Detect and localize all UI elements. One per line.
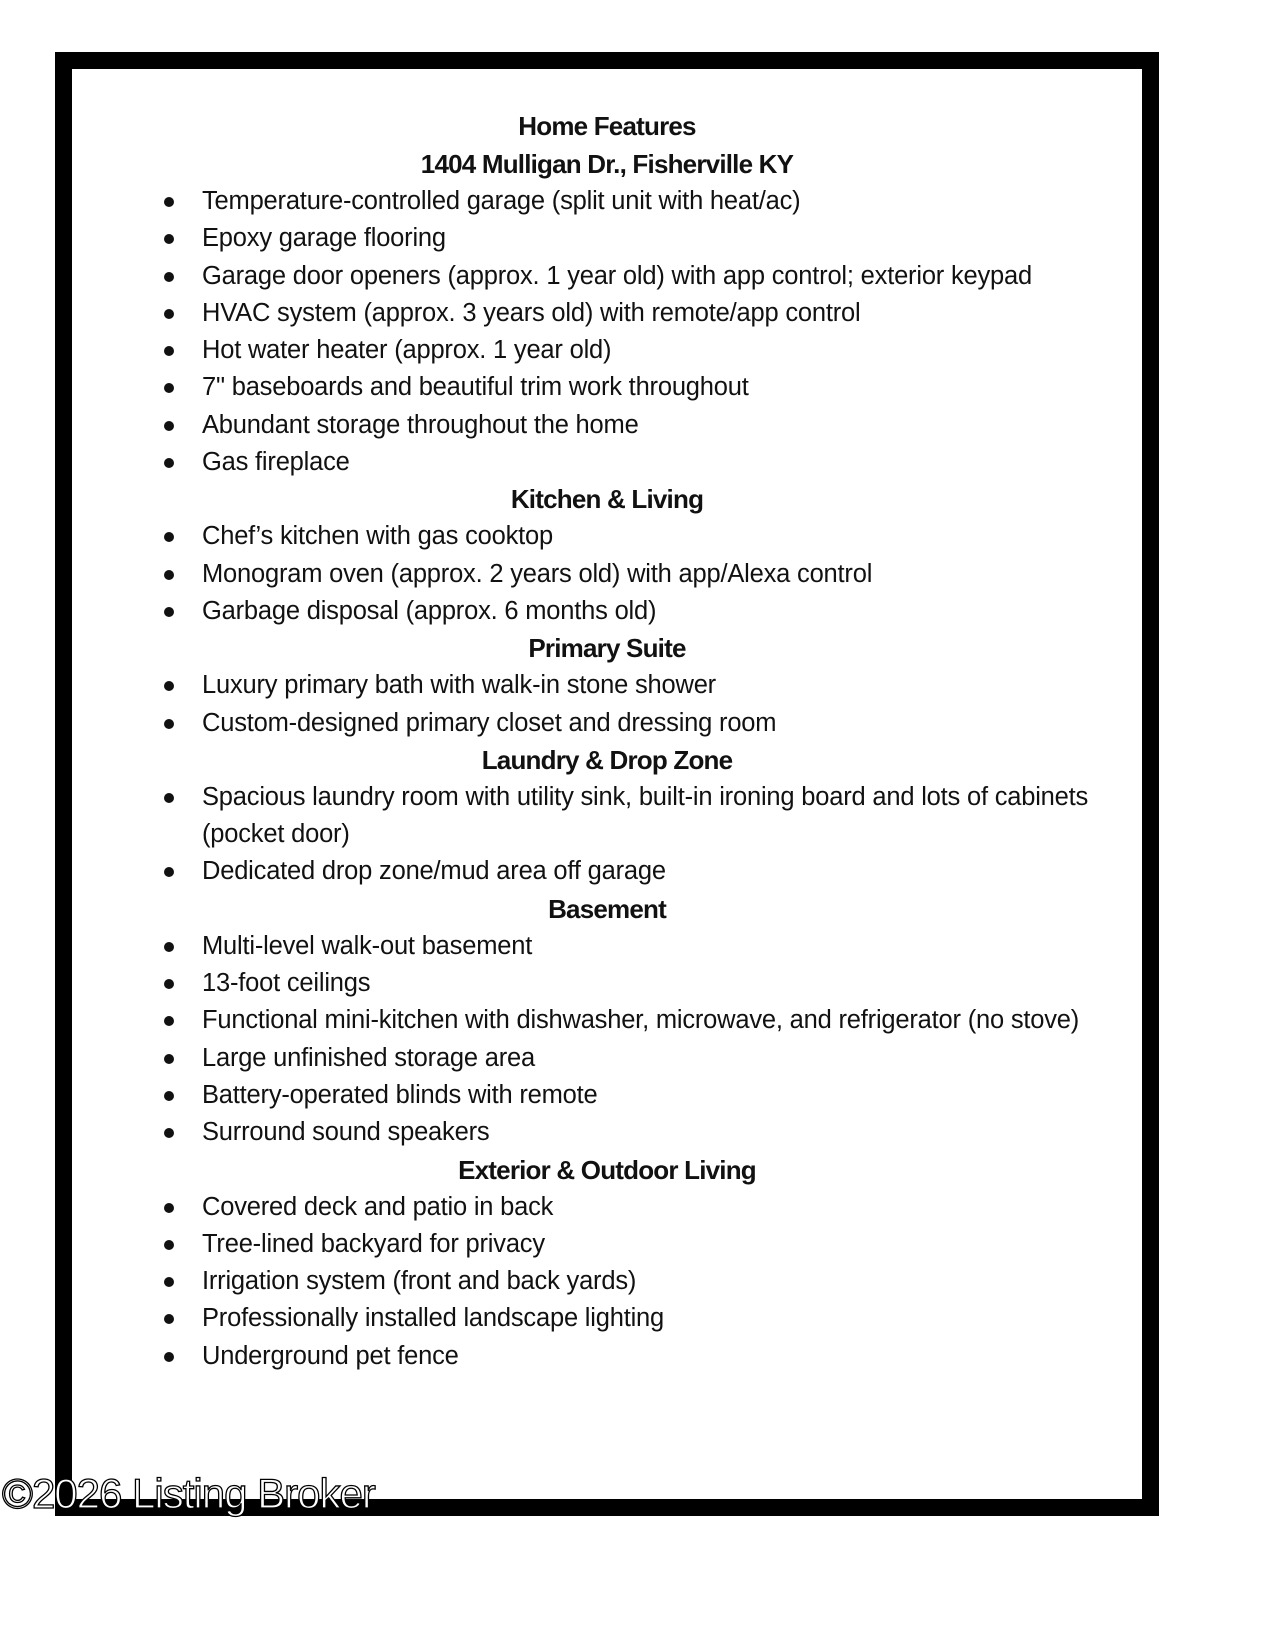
feature-text: Irrigation system (front and back yards)	[202, 1267, 637, 1296]
sections-container	[72, 183, 1142, 1375]
feature-text: Large unfinished storage area	[202, 1043, 536, 1072]
feature-text: Monogram oven (approx. 2 years old) with app/Alexa control	[202, 559, 873, 588]
bullet-icon	[164, 793, 174, 803]
feature-text: Gas fireplace	[202, 448, 350, 477]
feature-text: Epoxy garage flooring	[202, 224, 446, 253]
bullet-icon	[164, 1128, 174, 1138]
section-heading: Basement	[548, 893, 666, 924]
feature-list	[72, 183, 1142, 481]
bullet-icon	[164, 532, 174, 542]
feature-item	[164, 593, 1102, 630]
feature-section	[72, 630, 1142, 742]
feature-text: Spacious laundry room with utility sink, built-in ironing board and lots of cabinets (pocket door)	[202, 782, 1089, 849]
feature-text: 7" baseboards and beautiful trim work throughout	[202, 373, 749, 402]
feature-list	[72, 518, 1142, 630]
bullet-icon	[164, 942, 174, 952]
feature-item	[164, 258, 1102, 295]
feature-text: Garbage disposal (approx. 6 months old)	[202, 596, 657, 625]
feature-text: Multi-level walk-out basement	[202, 931, 533, 960]
feature-item	[164, 556, 1102, 593]
bullet-icon	[164, 1203, 174, 1213]
feature-item	[164, 1300, 1102, 1337]
bullet-icon	[164, 719, 174, 729]
bullet-icon	[164, 383, 174, 393]
feature-item	[164, 853, 1102, 890]
bullet-icon	[164, 570, 174, 580]
feature-text: Covered deck and patio in back	[202, 1192, 554, 1221]
section-heading: Laundry & Drop Zone	[481, 744, 733, 775]
bullet-icon	[164, 1016, 174, 1026]
feature-text: Custom-designed primary closet and dressing room	[202, 708, 777, 737]
feature-text: Temperature-controlled garage (split unit with heat/ac)	[202, 187, 801, 215]
copyright-watermark: ©2026 Listing Broker	[2, 1470, 375, 1517]
document-title: Home Features	[518, 111, 696, 141]
feature-section	[72, 1152, 1142, 1375]
bullet-icon	[164, 1054, 174, 1064]
feature-item	[164, 705, 1102, 742]
section-heading: Kitchen & Living	[510, 484, 704, 515]
feature-list	[72, 1189, 1142, 1375]
feature-item	[164, 183, 1102, 220]
feature-text: Professionally installed landscape lighting	[202, 1304, 665, 1333]
feature-item	[164, 1077, 1102, 1114]
feature-text: HVAC system (approx. 3 years old) with remote/app control	[202, 298, 861, 327]
bullet-icon	[164, 1352, 174, 1362]
feature-item	[164, 1226, 1102, 1263]
property-address: 1404 Mulligan Dr., Fisherville KY	[420, 149, 794, 179]
feature-text: Battery-operated blinds with remote	[202, 1080, 598, 1109]
bullet-icon	[164, 346, 174, 356]
feature-item	[164, 1040, 1102, 1077]
feature-item	[164, 1002, 1102, 1039]
feature-item	[164, 1189, 1102, 1226]
feature-text: 13-foot ceilings	[202, 969, 371, 998]
document-content	[72, 107, 1142, 1375]
document-frame	[55, 52, 1159, 1516]
feature-item	[164, 779, 1102, 854]
feature-item	[164, 407, 1102, 444]
section-heading: Primary Suite	[528, 633, 686, 664]
bullet-icon	[164, 1091, 174, 1101]
bullet-icon	[164, 309, 174, 319]
feature-item	[164, 295, 1102, 332]
feature-list	[72, 928, 1142, 1152]
bullet-icon	[164, 979, 174, 989]
feature-item	[164, 1263, 1102, 1300]
bullet-icon	[164, 197, 174, 207]
bullet-icon	[164, 681, 174, 691]
bullet-icon	[164, 1314, 174, 1324]
feature-section	[72, 891, 1142, 1152]
bullet-icon	[164, 607, 174, 617]
bullet-icon	[164, 1277, 174, 1287]
feature-text: Garage door openers (approx. 1 year old) with app control; exterior keypad	[202, 261, 1032, 290]
feature-text: Chef’s kitchen with gas cooktop	[202, 522, 553, 551]
feature-text: Surround sound speakers	[202, 1118, 490, 1147]
bullet-icon	[164, 421, 174, 431]
feature-section	[72, 481, 1142, 630]
feature-text: Functional mini-kitchen with dishwasher, microwave, and refrigerator (no stove)	[202, 1006, 1080, 1035]
bullet-icon	[164, 272, 174, 282]
feature-item	[164, 965, 1102, 1002]
feature-text: Tree-lined backyard for privacy	[202, 1229, 545, 1258]
feature-section	[72, 742, 1142, 891]
bullet-icon	[164, 234, 174, 244]
feature-item	[164, 444, 1102, 481]
bullet-icon	[164, 1240, 174, 1250]
section-heading: Exterior & Outdoor Living	[458, 1154, 756, 1185]
feature-text: Dedicated drop zone/mud area off garage	[202, 857, 666, 886]
feature-text: Hot water heater (approx. 1 year old)	[202, 336, 612, 365]
feature-item	[164, 928, 1102, 965]
feature-item	[164, 220, 1102, 257]
feature-item	[164, 1338, 1102, 1375]
feature-text: Luxury primary bath with walk-in stone shower	[202, 671, 716, 700]
feature-text: Underground pet fence	[202, 1341, 459, 1370]
bullet-icon	[164, 867, 174, 877]
feature-list	[72, 779, 1142, 891]
feature-item	[164, 518, 1102, 555]
feature-section	[72, 183, 1142, 481]
bullet-icon	[164, 458, 174, 468]
feature-item	[164, 1114, 1102, 1151]
feature-text: Abundant storage throughout the home	[202, 410, 639, 439]
feature-item	[164, 667, 1102, 704]
feature-list	[72, 667, 1142, 742]
feature-item	[164, 332, 1102, 369]
feature-item	[164, 369, 1102, 406]
